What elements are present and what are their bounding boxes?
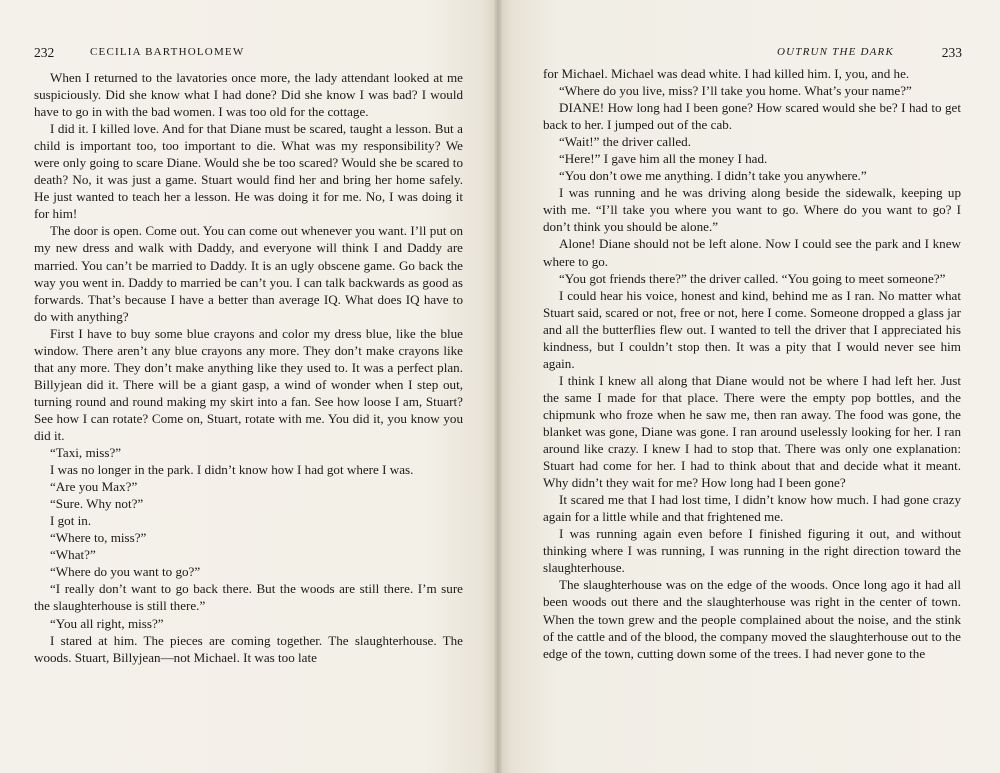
running-head: CECILIA BARTHOLOMEW xyxy=(90,46,245,58)
paragraph: I was running and he was driving along beside the sidewalk, keeping up with me. “I’ll take you where you want to go. Where do you want to go? I don’t think you should be alone.” xyxy=(543,185,961,235)
paragraph: I was running again even before I finished figuring it out, and without thinking where I was running, I was running in the right direction toward the slaughterhouse. xyxy=(543,526,961,576)
paragraph: I could hear his voice, honest and kind, behind me as I ran. No matter what Stuart said, scared or not, free or not, here I come. Someone dropped a glass jar and all the butterflies flew out. I wanted to tell the driver that I appreciated his kindness, but I couldn’t stop then. It was a pity that I would never see him again. xyxy=(543,287,961,371)
paragraph: “Taxi, miss?” xyxy=(50,445,122,461)
paragraph: DIANE! How long had I been gone? How scared would she be? I had to get back to her. I jumped out of the cab. xyxy=(543,100,961,133)
page-number: 233 xyxy=(941,45,962,60)
paragraph: “You got friends there?” the driver called. “You going to meet someone?” xyxy=(559,270,946,286)
continued-paragraph: for Michael. Michael was dead white. I had killed him. I, you, and he. xyxy=(543,66,910,81)
paragraph: “Sure. Why not?” xyxy=(50,496,144,512)
paragraph: I was no longer in the park. I didn’t know how I had got where I was. xyxy=(50,462,414,478)
paragraph: “I really don’t want to go back there. But the woods are still there. I’m sure the slaughterhouse is still there.” xyxy=(34,581,463,614)
paragraph: I got in. xyxy=(50,513,92,529)
book-gutter xyxy=(494,0,502,773)
right-page xyxy=(497,0,1000,773)
paragraph: I did it. I killed love. And for that Diane must be scared, taught a lesson. But a child is important too, too important to die. What was my responsibility? We were only going to scare Diane. Would she be too scared? Would she be scared to death? No, it was just a game. Stuart would find her and bring her home safely. He just wanted to teach her a lesson. He was doing it for me. No, I was doing it for him! xyxy=(34,121,463,222)
paragraph: I think I knew all along that Diane would not be where I had left her. Just the same I made for that place. There were the empty pop bottles, and the chipmunk who froze when he saw me, then ran away. The food was gone, the blanket was gone, Diane was gone. I ran around uselessly looking for her. I ran around like crazy. I knew I had to stop that. There was only one explanation: Stuart had come for her. I had to think about that and decide what it meant. Why didn’t they wait for me? How long had I been gone? xyxy=(543,372,961,491)
paragraph: “Wait!” the driver called. xyxy=(559,134,691,150)
paragraph: “Where do you want to go?” xyxy=(50,564,201,580)
paragraph: Alone! Diane should not be left alone. Now I could see the park and I knew where to go. xyxy=(543,236,961,269)
left-page xyxy=(0,0,497,773)
right-page-header xyxy=(543,46,962,64)
right-page-text xyxy=(543,65,961,662)
paragraph: I stared at him. The pieces are coming together. The slaughterhouse. The woods. Stuart, Billyjean—not Michael. It was too late xyxy=(34,632,463,665)
paragraph: The slaughterhouse was on the edge of the woods. Once long ago it had all been woods out there and the slaughterhouse was right in the center of town. When the town grew and the people complained about the noise, and the stink of the cattle and of the blood, the company moved the slaughterhouse out to the edge of the town, cutting down some of the trees. I had never gone to the xyxy=(543,577,961,661)
paragraph: The door is open. Come out. You can come out whenever you want. I’ll put on my new dress and walk with Daddy, and everyone will think I and Daddy are married. You can’t be married to Daddy. It is an ugly obscene game. Go back the way you went in. Daddy to married be can’t you. I can talk backwards as good as forwards. That’s because I have a better than average IQ. What does IQ have to do with anything? xyxy=(34,223,463,324)
paragraph: “Where do you live, miss? I’ll take you home. What’s your name?” xyxy=(559,83,912,99)
page-number: 232 xyxy=(34,45,55,60)
paragraph: “Where to, miss?” xyxy=(50,530,147,546)
paragraph: “You don’t owe me anything. I didn’t take you anywhere.” xyxy=(559,168,867,184)
paragraph: “You all right, miss?” xyxy=(50,615,164,631)
paragraph: “Here!” I gave him all the money I had. xyxy=(559,151,768,167)
paragraph: “What?” xyxy=(50,547,96,563)
paragraph: “Are you Max?” xyxy=(50,479,138,495)
paragraph: It scared me that I had lost time, I didn’t know how much. I had gone crazy again for a little while and that frightened me. xyxy=(543,492,961,525)
left-page-header xyxy=(34,46,465,64)
paragraph: First I have to buy some blue crayons and color my dress blue, like the blue window. There aren’t any blue crayons any more. They don’t make crayons like that any more. They don’t make anything like they used to. It was a perfect plan. Billyjean did it. There will be a giant gasp, a wind of wonder when I step out, turning round and round making my skirt into a fan. See how loose I am, Stuart? See how I can rotate? Come on, Stuart, rotate with me. You did it, you know you did it. xyxy=(34,325,463,443)
running-head: OUTRUN THE DARK xyxy=(776,46,894,58)
left-page-text xyxy=(34,69,463,666)
paragraph: When I returned to the lavatories once more, the lady attendant looked at me suspiciously. Did she know what I had done? Did she know I was bad? I would have to go in with the bad women. I was too old for the cottage. xyxy=(34,70,463,120)
